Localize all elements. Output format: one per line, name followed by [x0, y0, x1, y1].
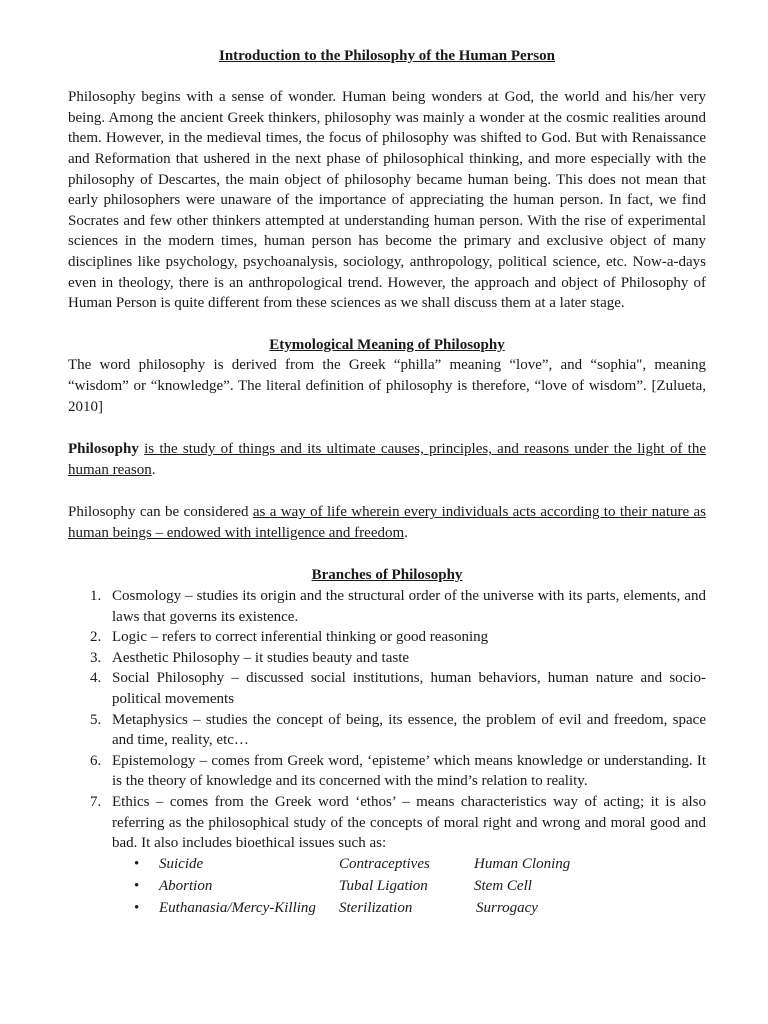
list-item: 3. Aesthetic Philosophy – it studies beauty and taste	[90, 649, 410, 666]
branches-heading: Branches of Philosophy	[311, 567, 463, 584]
list-item: • Suicide Contraceptives Human Cloning	[68, 854, 706, 876]
branches-list	[68, 586, 706, 854]
definition-term: Philosophy	[68, 441, 139, 458]
definition-text: is the study of things and its ultimate causes, principles, and reasons under the light of the human reason	[68, 441, 706, 478]
bullet-icon: •	[134, 899, 140, 916]
list-item: 7. Ethics – comes from the Greek word ‘ethos’ – means characteristics way of acting; it is also referring as the philosophical study of the concepts of moral right and wrong and moral good and bad. It also includes bioethical issues such as:	[90, 794, 706, 852]
bioethical-issues-list	[68, 854, 706, 920]
document-title: Introduction to the Philosophy of the Human Person	[218, 48, 555, 64]
list-item: 6. Epistemology – comes from Greek word, ‘episteme’ which means knowledge or understanding. It is the theory of knowledge and its concerned with the mind’s relation to reality.	[90, 752, 706, 790]
way-of-life-paragraph: Philosophy can be considered as a way of life wherein every individuals acts according to their nature as human beings – endowed with intelligence and freedom.	[68, 504, 706, 541]
way-of-life-text: as a way of life wherein every individuals acts according to their nature as human beings – endowed with intelligence and freedom	[68, 504, 706, 541]
etymology-paragraph: The word philosophy is derived from the Greek “philla” meaning “love”, and “sophia", meaning “wisdom” or “knowledge”. The literal definition of philosophy is therefore, “love of wisdom”. [Zulueta, 2010]	[68, 357, 706, 415]
intro-paragraph: Philosophy begins with a sense of wonder. Human being wonders at God, the world and his/her very being. Among the ancient Greek thinkers, philosophy was mainly a wonder at the cosmic realities around them. However, in the medieval times, the focus of philosophy was shifted to God. But with Renaissance and Reformation that ushered in the next phase of philosophical thinking, and more especially with the philosophy of Descartes, the main object of philosophy became human being. This does not mean that early philosophers were unaware of the importance of appreciating the human person. In fact, we find Socrates and few other thinkers attempted at understanding human person. With the rise of experimental sciences in the modern times, human person has become the primary and exclusive object of many disciplines like psychology, psychoanalysis, sociology, anthropology, political science, etc. Now-a-days even in theology, there is an anthropological trend. However, the approach and object of Philosophy of Human Person is quite different from these sciences as we shall discuss them at a later stage.	[68, 89, 706, 312]
list-item: • Euthanasia/Mercy-Killing Sterilization Surrogacy	[68, 898, 706, 920]
definition-paragraph: Philosophy is the study of things and its ultimate causes, principles, and reasons under the light of the human reason.	[68, 441, 706, 478]
list-item: • Abortion Tubal Ligation Stem Cell	[68, 876, 706, 898]
list-item: 4. Social Philosophy – discussed social institutions, human behaviors, human nature and socio-political movements	[90, 670, 706, 708]
bullet-icon: •	[134, 877, 140, 894]
list-item: 5. Metaphysics – studies the concept of being, its essence, the problem of evil and freedom, space and time, reality, etc…	[90, 711, 706, 749]
bullet-icon: •	[134, 855, 140, 872]
etymology-heading: Etymological Meaning of Philosophy	[269, 336, 505, 353]
document-body	[68, 46, 706, 920]
list-item: 2. Logic – refers to correct inferential thinking or good reasoning	[90, 629, 489, 646]
list-item: 1. Cosmology – studies its origin and the structural order of the universe with its parts, elements, and laws that governs its existence.	[90, 588, 706, 625]
